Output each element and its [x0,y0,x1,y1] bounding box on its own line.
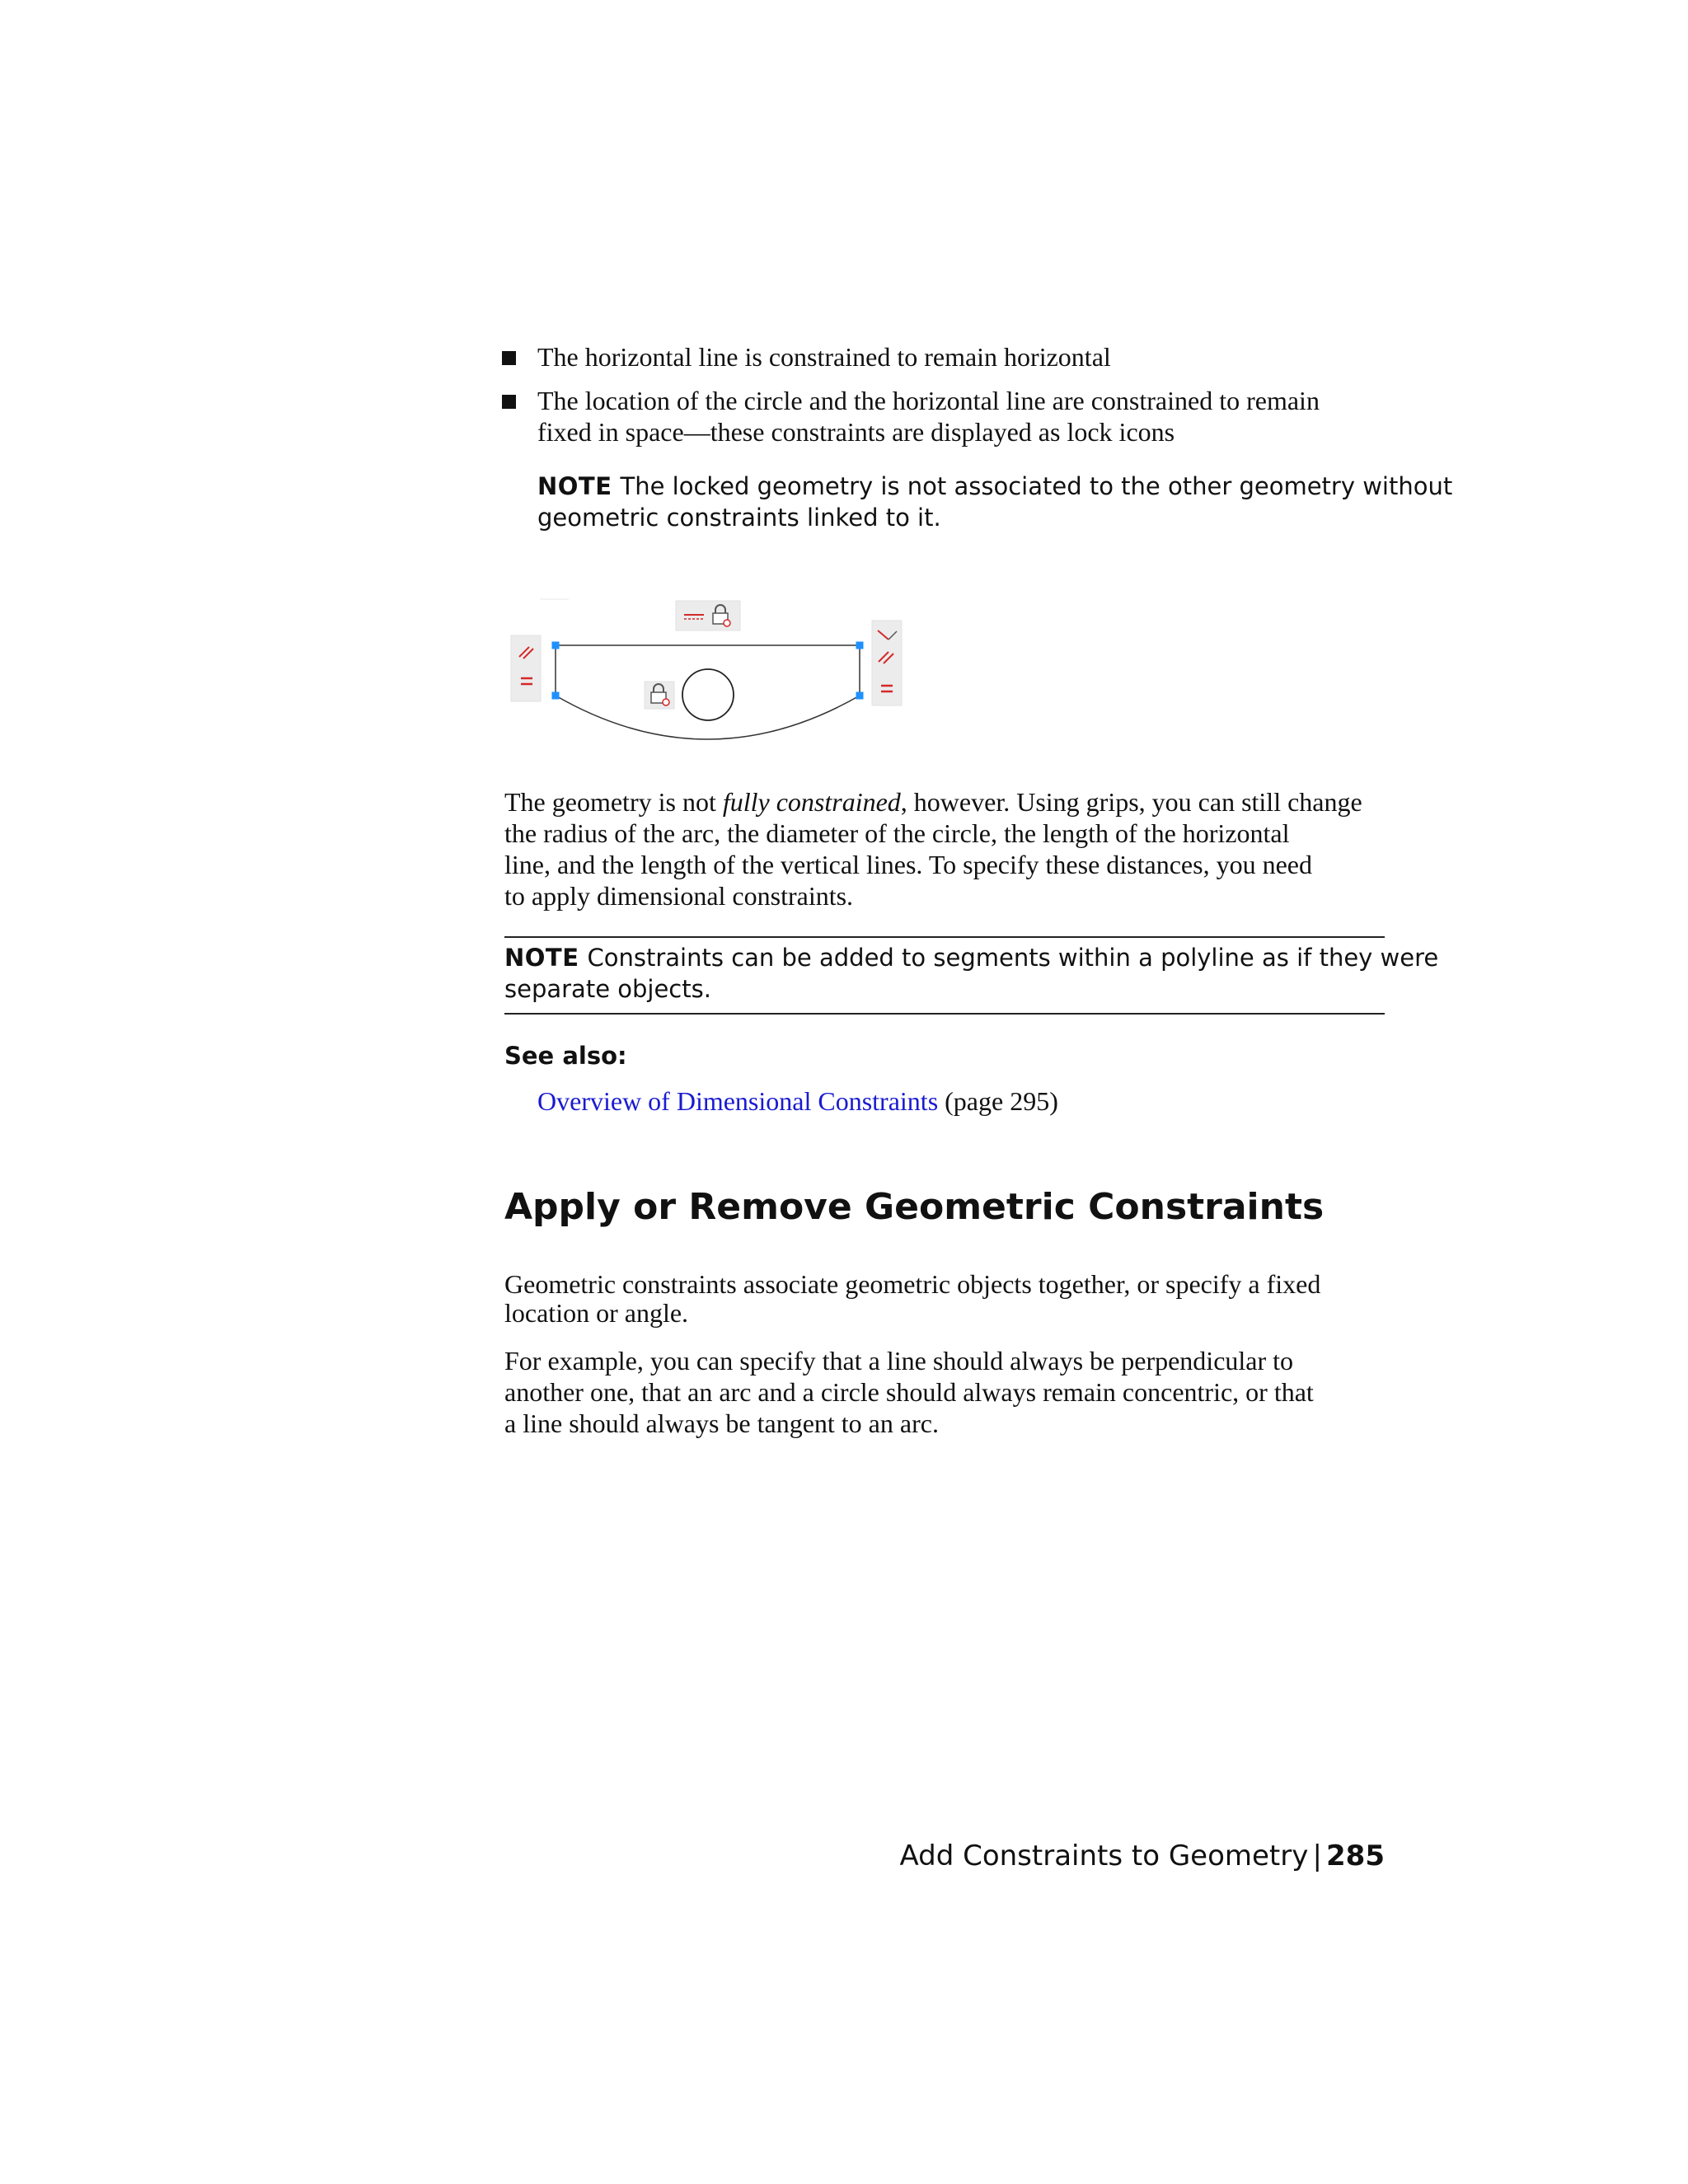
left-constraint-bar[interactable] [511,635,541,701]
page-number: 285 [1326,1840,1385,1872]
note-1 [537,471,1452,502]
paragraph-1-line4: to apply dimensional constraints. [504,881,854,911]
bullet-marker [502,351,516,365]
section-p2-line2: another one, that an arc and a circle should always remain concentric, or that [504,1377,1314,1407]
footer-separator: | [1312,1840,1322,1872]
section-p2-line3: a line should always be tangent to an arc. [504,1408,939,1438]
right-constraint-bar[interactable] [872,621,902,705]
note-1-line2: geometric constraints linked to it. [537,504,941,532]
note-2 [504,942,1438,973]
grip [552,642,560,649]
section-heading: Apply or Remove Geometric Constraints [504,1186,1325,1228]
paragraph-1-line3: line, and the length of the vertical lines. To specify these distances, you need [504,850,1312,879]
see-also-link[interactable]: Overview of Dimensional Constraints [537,1086,939,1116]
bullet-marker [502,395,516,409]
page-footer [899,1840,1385,1872]
grip [856,692,864,700]
constraint-diagram [503,593,915,758]
page-ref: (page 295) [945,1086,1058,1116]
section-p1-line1: Geometric constraints associate geometric objects together, or specify a fixed [504,1269,1321,1299]
note-2-line1: Constraints can be added to segments within a polyline as if they were [587,944,1439,972]
divider-bottom [504,1013,1385,1015]
see-also-label: See also: [504,1042,627,1070]
grips[interactable] [552,642,864,700]
section-p2-line1: For example, you can specify that a line should always be perpendicular to [504,1346,1294,1376]
constrained-geometry[interactable] [556,645,860,739]
grip [552,692,560,700]
emphasis: fully constrained [722,787,901,817]
paragraph-1-line1: The geometry is not fully constrained, however. Using grips, you can still change [504,787,1362,817]
section-p1-line2: location or angle. [504,1298,689,1328]
circle [682,669,734,720]
note-1-line1: The locked geometry is not associated to the other geometry without [620,472,1453,500]
note-label: NOTE [504,944,579,972]
footer-title: Add Constraints to Geometry [899,1840,1309,1872]
top-constraint-bar[interactable] [676,601,740,630]
see-also-entry [537,1085,1058,1117]
bullet-item-2-line1: The location of the circle and the horizontal line are constrained to remain [537,386,1320,415]
note-label: NOTE [537,472,612,500]
circle-lock-icon[interactable] [645,682,674,709]
bullet-item-2-line2: fixed in space—these constraints are displayed as lock icons [537,417,1175,447]
note-2-line2: separate objects. [504,975,711,1003]
divider-top [504,936,1385,938]
grip [856,642,864,649]
paragraph-1-line2: the radius of the arc, the diameter of the circle, the length of the horizontal [504,818,1290,848]
bullet-item-1: The horizontal line is constrained to remain horizontal [537,342,1111,372]
